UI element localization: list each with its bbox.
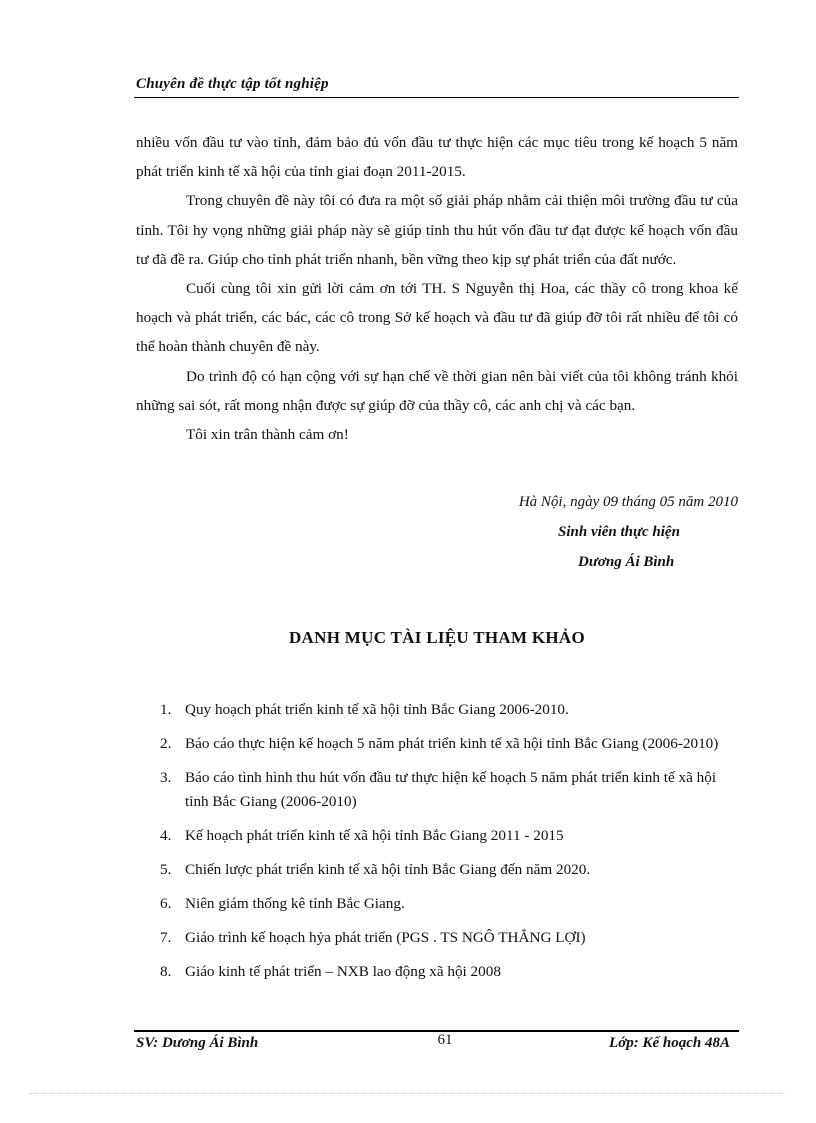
page-number: 61 (437, 1032, 453, 1048)
reference-number: 5. (160, 861, 172, 878)
reference-number: 6. (160, 895, 172, 912)
running-header-title: Chuyên đề thực tập tốt nghiệp (136, 76, 329, 92)
reference-number: 7. (160, 929, 172, 946)
reference-text: Kế hoạch phát triển kinh tế xã hội tỉnh Bắc Giang 2011 - 2015 (185, 827, 564, 844)
reference-text: Báo cáo thực hiện kế hoạch 5 năm phát triển kinh tế xã hội tỉnh Bắc Giang (2006-2010) (185, 735, 719, 752)
reference-number: 1. (160, 701, 172, 718)
reference-number: 4. (160, 827, 172, 844)
signature-block (136, 494, 738, 584)
footer-class: Lớp: Kế hoạch 48A (609, 1035, 730, 1051)
body-paragraph: Cuối cùng tôi xin gửi lời cảm ơn tới TH. S Nguyễn thị Hoa, các thầy cô trong khoa kế hoạch và phát triển, các bác, các cô trong Sở kế hoạch và đầu tư đã giúp đỡ tôi rất nhiều để tôi có thể hoàn thành chuyên đề này. (136, 280, 738, 356)
body-paragraph: Trong chuyên đề này tôi có đưa ra một số giải pháp nhằm cải thiện môi trường đầu tư của tỉnh. Tôi hy vọng những giải pháp này sẽ giúp tỉnh thu hút vốn đầu tư đạt được kế hoạch vốn đầu tư đã đề ra. Giúp cho tỉnh phát triển nhanh, bền vững theo kịp sự phát triển của đất nước. (136, 192, 738, 268)
body-paragraph: Do trình độ có hạn cộng với sự hạn chế về thời gian nên bài viết của tôi không tránh khỏi những sai sót, rất mong nhận được sự giúp đỡ của thầy cô, các anh chị và các bạn. (136, 367, 738, 414)
body-text (136, 128, 738, 449)
reference-item (160, 732, 720, 756)
reference-item (160, 698, 720, 722)
reference-item (160, 892, 720, 916)
body-paragraph: nhiều vốn đầu tư vào tỉnh, đảm bảo đủ vốn đầu tư thực hiện các mục tiêu trong kế hoạch 5 năm phát triển kinh tế xã hội của tỉnh giai đoạn 2011-2015. (136, 134, 738, 181)
reference-number: 3. (160, 769, 172, 786)
references-list (160, 698, 720, 994)
reference-text: Niên giám thống kê tỉnh Bắc Giang. (185, 895, 405, 912)
reference-text: Báo cáo tình hình thu hút vốn đầu tư thực hiện kế hoạch 5 năm phát triển kinh tế xã hội tỉnh Bắc Giang (2006-2010) (185, 769, 717, 810)
body-paragraph: Tôi xin trân thành cảm ơn! (186, 426, 349, 444)
signature-name: Dương Ái Bình (578, 554, 675, 570)
reference-text: Giáo trình kế hoạch hỷa phát triển (PGS . TS NGÔ THẮNG LỢI) (185, 929, 586, 946)
page-edge-line (30, 1093, 786, 1094)
reference-text: Quy hoạch phát triển kinh tế xã hội tỉnh Bắc Giang 2006-2010. (185, 701, 569, 718)
reference-item (160, 858, 720, 882)
references-title: DANH MỤC TÀI LIỆU THAM KHẢO (288, 628, 586, 647)
signature-date: Hà Nội, ngày 09 tháng 05 năm 2010 (518, 494, 738, 510)
reference-number: 8. (160, 963, 172, 980)
reference-text: Chiến lược phát triển kinh tế xã hội tỉnh Bắc Giang đến năm 2020. (185, 861, 591, 878)
reference-item (160, 960, 720, 984)
header-divider (134, 97, 739, 98)
reference-number: 2. (160, 735, 172, 752)
signature-role: Sinh viên thực hiện (558, 524, 680, 540)
reference-item (160, 766, 720, 814)
footer-student: SV: Dương Ái Bình (136, 1035, 259, 1051)
reference-text: Giáo kinh tế phát triển – NXB lao động xã hội 2008 (185, 963, 501, 980)
reference-item (160, 926, 720, 950)
reference-item (160, 824, 720, 848)
